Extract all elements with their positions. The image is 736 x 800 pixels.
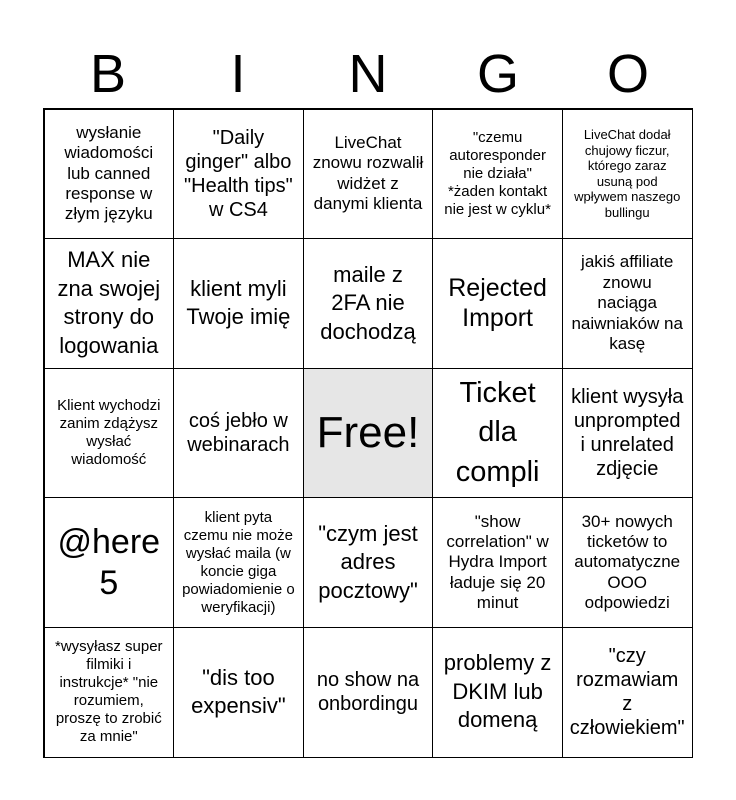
bingo-cell-3-4[interactable]: Ticket dla compli: [432, 368, 563, 499]
bingo-cell-1-3[interactable]: LiveChat znowu rozwalił widżet z danymi klienta: [303, 109, 434, 240]
bingo-cell-3-2[interactable]: coś jebło w webinarach: [173, 368, 304, 499]
bingo-cell-1-1[interactable]: wysłanie wiadomości lub canned response w złym języku: [44, 109, 175, 240]
bingo-cell-4-2[interactable]: klient pyta czemu nie może wysłać maila (w koncie giga powiadomienie o weryfikacji): [173, 497, 304, 628]
bingo-cell-5-4[interactable]: problemy z DKIM lub domeną: [432, 627, 563, 758]
bingo-cell-1-4[interactable]: "czemu autoresponder nie działa" *żaden kontakt nie jest w cyklu*: [432, 109, 563, 240]
header-letter-b: B: [89, 44, 127, 104]
bingo-cell-4-1[interactable]: @here 5: [44, 497, 175, 628]
bingo-cell-4-5[interactable]: 30+ nowych ticketów to automatyczne OOO odpowiedzi: [562, 497, 693, 628]
bingo-cell-2-3[interactable]: maile z 2FA nie dochodzą: [303, 238, 434, 369]
bingo-grid: [43, 108, 693, 758]
bingo-cell-2-2[interactable]: klient myli Twoje imię: [173, 238, 304, 369]
bingo-cell-5-2[interactable]: "dis too expensiv": [173, 627, 304, 758]
header-letter-g: G: [476, 44, 519, 104]
bingo-cell-1-5[interactable]: LiveChat dodał chujowy ficzur, którego zaraz usuną pod wpływem naszego bullingu: [562, 109, 693, 240]
header-letter-o: O: [606, 44, 649, 104]
bingo-cell-5-3[interactable]: no show na onbordingu: [303, 627, 434, 758]
bingo-cell-4-3[interactable]: "czym jest adres pocztowy": [303, 497, 434, 628]
bingo-cell-5-5[interactable]: "czy rozmawiam z człowiekiem": [562, 627, 693, 758]
bingo-cell-3-5[interactable]: klient wysyła unprompted i unrelated zdjęcie: [562, 368, 693, 499]
bingo-cell-free[interactable]: Free!: [303, 368, 434, 499]
bingo-cell-2-4[interactable]: Rejected Import: [432, 238, 563, 369]
bingo-cell-3-1[interactable]: Klient wychodzi zanim zdążysz wysłać wiadomość: [44, 368, 175, 499]
bingo-cell-2-1[interactable]: MAX nie zna swojej strony do logowania: [44, 238, 175, 369]
bingo-cell-2-5[interactable]: jakiś affiliate znowu naciąga naiwniaków na kasę: [562, 238, 693, 369]
bingo-cell-4-4[interactable]: "show correlation" w Hydra Import ładuje się 20 minut: [432, 497, 563, 628]
header-letter-i: I: [230, 44, 246, 104]
bingo-header: [43, 40, 693, 108]
header-letter-n: N: [348, 44, 388, 104]
bingo-cell-1-2[interactable]: "Daily ginger" albo "Health tips" w CS4: [173, 109, 304, 240]
bingo-cell-5-1[interactable]: *wysyłasz super filmiki i instrukcje* "nie rozumiem, proszę to zrobić za mnie": [44, 627, 175, 758]
